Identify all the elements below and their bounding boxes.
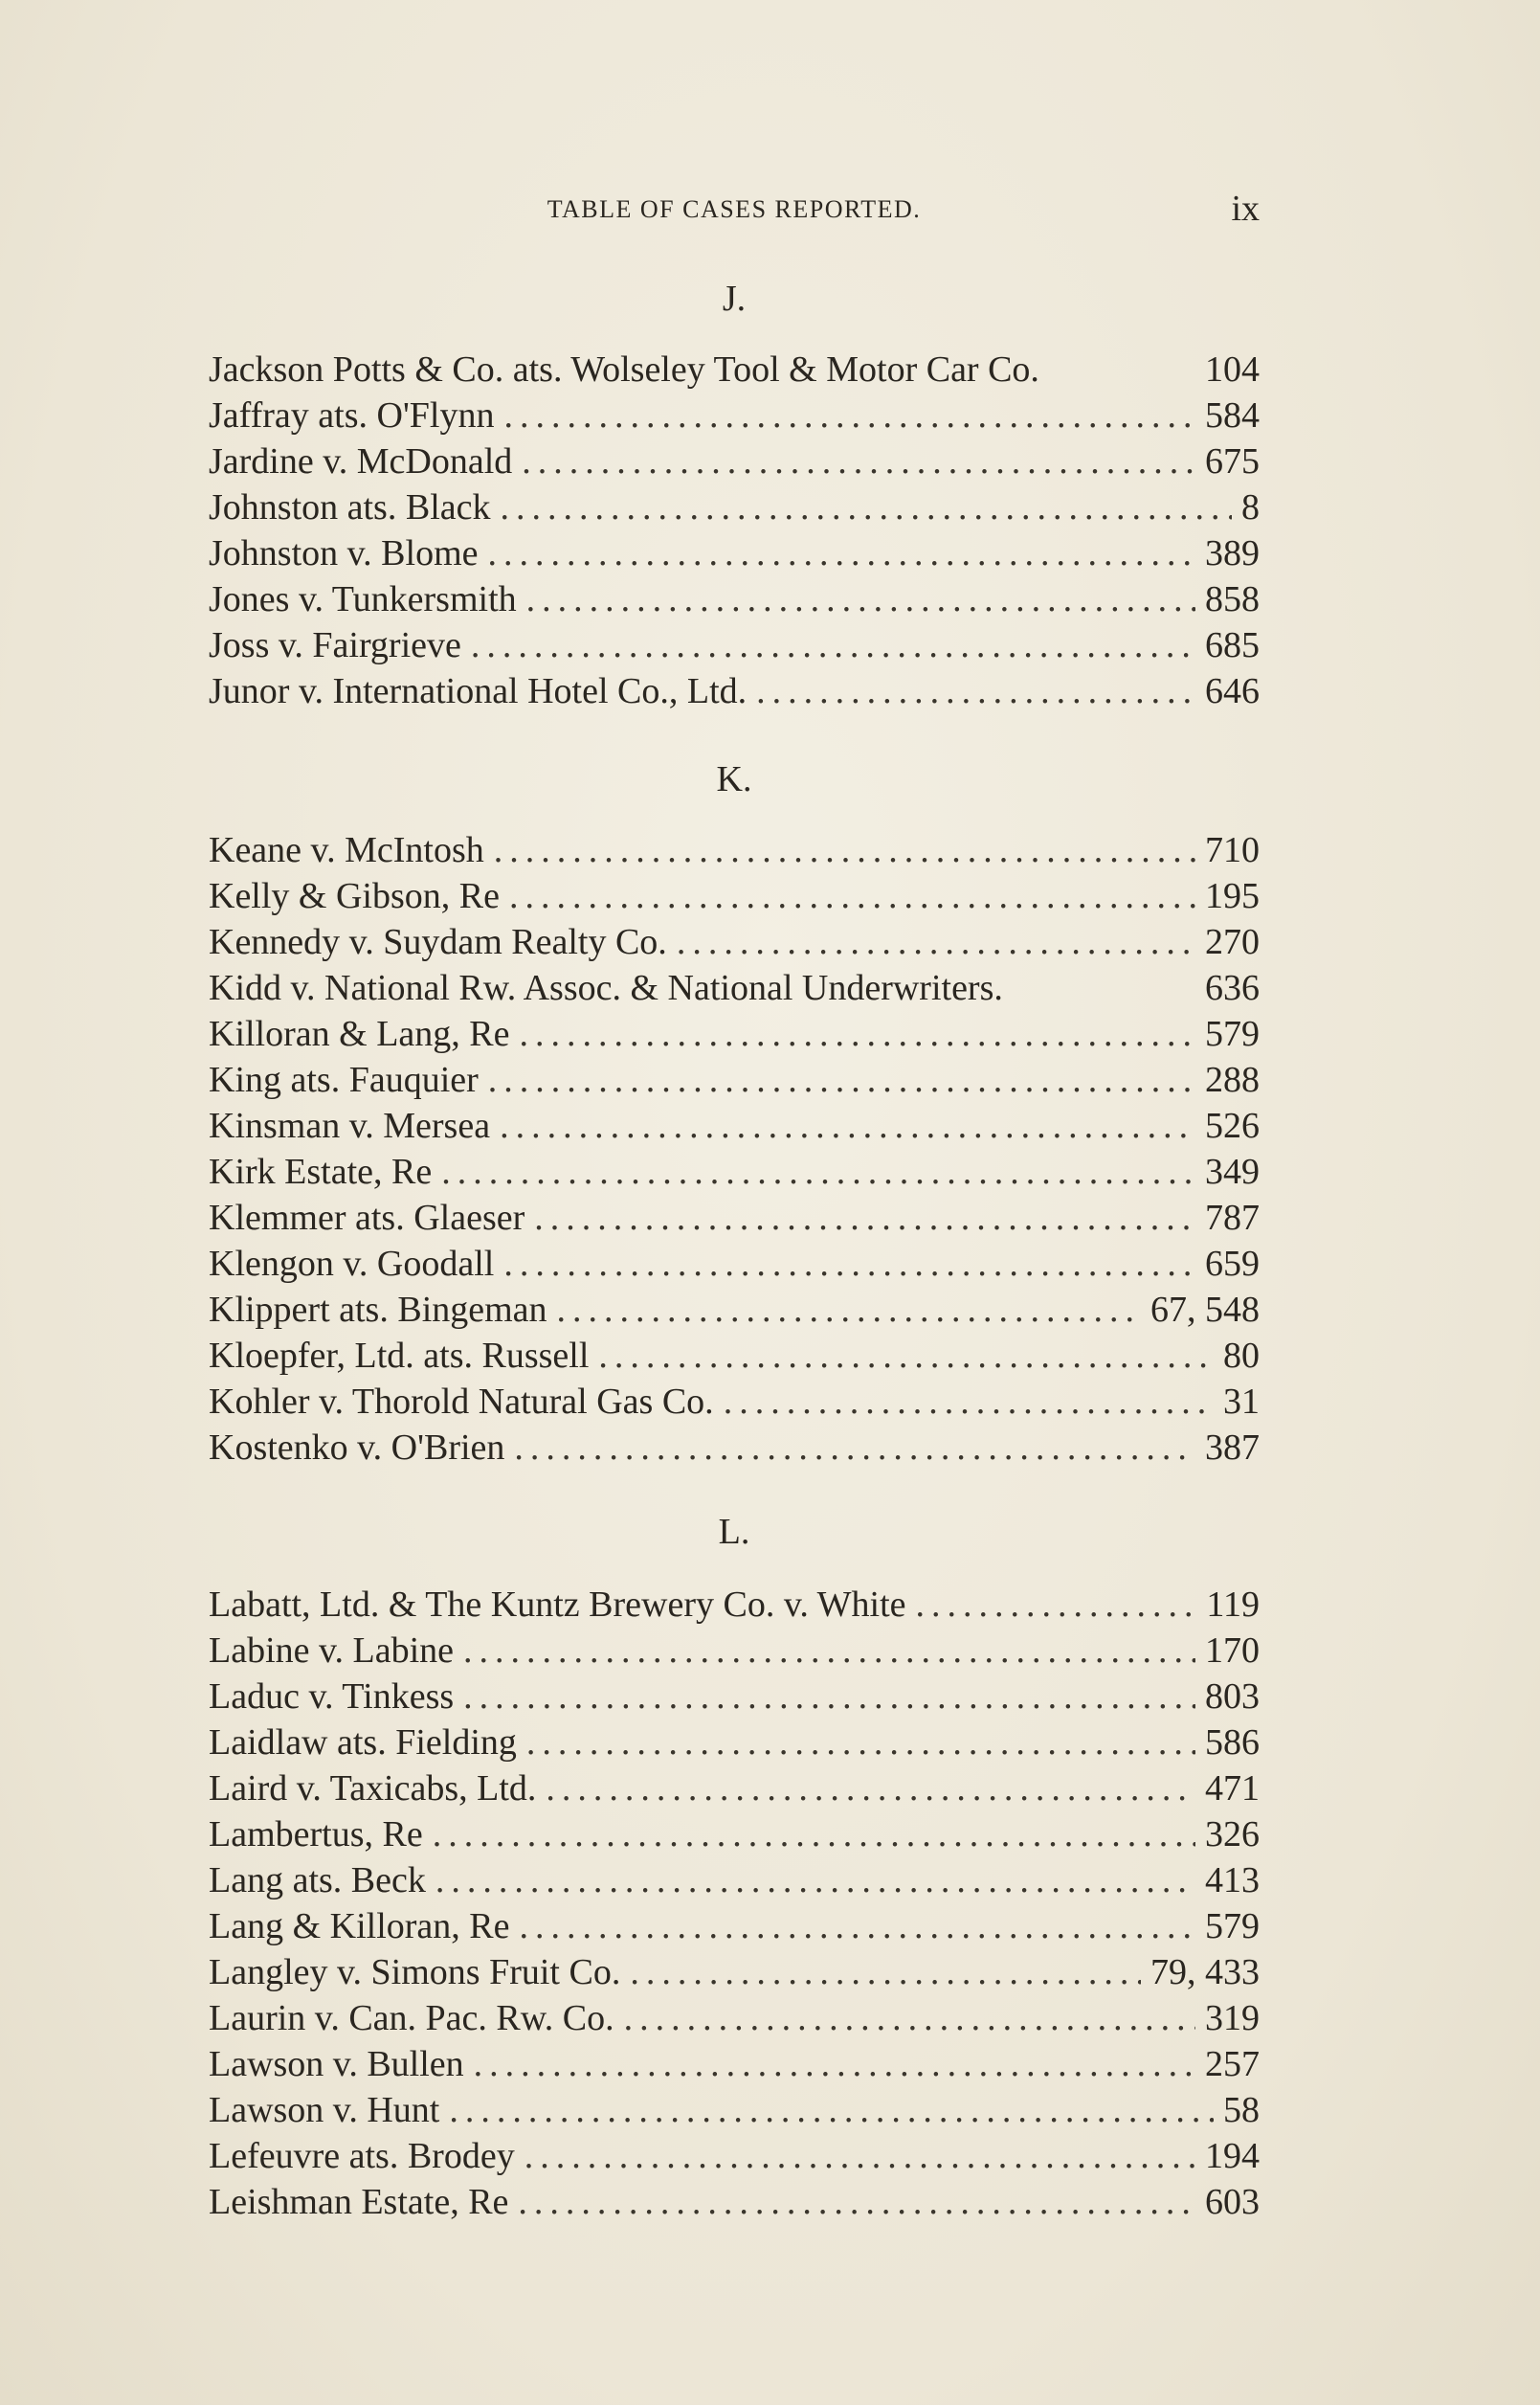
table-row <box>209 438 1260 484</box>
case-name: Kohler v. Thorold Natural Gas Co. <box>209 1382 714 1422</box>
case-name: Kirk Estate, Re <box>209 1152 433 1192</box>
case-page-number: 389 <box>1205 533 1260 573</box>
table-row <box>209 1674 1260 1719</box>
case-name: Junor v. International Hotel Co., Ltd. <box>209 671 748 711</box>
dot-leader <box>756 668 1195 714</box>
dot-leader <box>474 2041 1195 2087</box>
table-row <box>209 965 1260 1011</box>
page-number: ix <box>1231 189 1260 229</box>
case-page-number: 195 <box>1205 876 1260 916</box>
section-j-entries <box>209 347 1260 714</box>
case-page-number: 603 <box>1205 2182 1260 2222</box>
case-name: Laidlaw ats. Fielding <box>209 1722 517 1763</box>
case-name: Klippert ats. Bingeman <box>209 1290 547 1330</box>
dot-leader <box>463 1674 1195 1719</box>
table-row <box>209 1195 1260 1241</box>
case-page-number: 659 <box>1205 1244 1260 1284</box>
table-row <box>209 2179 1260 2225</box>
table-row <box>209 2041 1260 2087</box>
table-row <box>209 393 1260 438</box>
table-row <box>209 1241 1260 1287</box>
case-page-number: 413 <box>1205 1860 1260 1900</box>
dot-leader <box>488 1057 1195 1103</box>
case-page-number: 319 <box>1205 1998 1260 2038</box>
case-page-number: 288 <box>1205 1060 1260 1100</box>
case-name: Labatt, Ltd. & The Kuntz Brewery Co. v. White <box>209 1585 906 1625</box>
case-page-number: 584 <box>1205 395 1260 436</box>
case-page-number: 710 <box>1205 830 1260 870</box>
table-row <box>209 1719 1260 1765</box>
case-page-number: 349 <box>1205 1152 1260 1192</box>
case-name: Klengon v. Goodall <box>209 1244 495 1284</box>
dot-leader <box>518 2179 1195 2225</box>
dot-leader <box>488 530 1196 576</box>
case-name: Keane v. McIntosh <box>209 830 484 870</box>
table-row <box>209 347 1260 393</box>
section-l-entries <box>209 1582 1260 2225</box>
table-row <box>209 919 1260 965</box>
dot-leader <box>471 622 1195 668</box>
case-name: Johnston v. Blome <box>209 533 479 573</box>
dot-leader <box>598 1333 1214 1379</box>
table-row <box>209 1011 1260 1057</box>
case-name: Lang & Killoran, Re <box>209 1906 510 1946</box>
table-row <box>209 1582 1260 1628</box>
case-page-number: 170 <box>1205 1630 1260 1671</box>
case-name: Killoran & Lang, Re <box>209 1014 510 1054</box>
case-page-number: 31 <box>1223 1382 1260 1422</box>
table-row <box>209 1628 1260 1674</box>
case-name: Jones v. Tunkersmith <box>209 579 517 619</box>
section-letter-j: J. <box>722 279 747 319</box>
case-name: Kelly & Gibson, Re <box>209 876 500 916</box>
dot-leader <box>546 1765 1195 1811</box>
dot-leader <box>494 827 1195 873</box>
case-name: Labine v. Labine <box>209 1630 455 1671</box>
table-row <box>209 873 1260 919</box>
table-row <box>209 1425 1260 1471</box>
table-row <box>209 668 1260 714</box>
case-page-number: 326 <box>1205 1814 1260 1854</box>
table-row <box>209 1103 1260 1149</box>
dot-leader <box>441 1149 1195 1195</box>
case-page-number: 58 <box>1223 2090 1260 2130</box>
case-page-number: 636 <box>1205 968 1260 1008</box>
case-page-number: 646 <box>1205 671 1260 711</box>
dot-leader <box>524 2133 1195 2179</box>
case-page-number: 257 <box>1205 2044 1260 2084</box>
case-page-number: 579 <box>1205 1014 1260 1054</box>
dot-leader <box>557 1287 1141 1333</box>
section-letter-k: K. <box>716 759 752 799</box>
table-row <box>209 1765 1260 1811</box>
case-name: Laduc v. Tinkess <box>209 1676 455 1717</box>
case-page-number: 685 <box>1205 625 1260 665</box>
table-row <box>209 484 1260 530</box>
dot-leader <box>724 1379 1214 1425</box>
case-name: Joss v. Fairgrieve <box>209 625 461 665</box>
case-name: Lefeuvre ats. Brodey <box>209 2136 515 2176</box>
dot-leader <box>677 919 1195 965</box>
dot-leader <box>624 1995 1195 2041</box>
dot-leader <box>500 1103 1195 1149</box>
case-name: King ats. Fauquier <box>209 1060 479 1100</box>
case-page-number: 586 <box>1205 1722 1260 1763</box>
dot-leader <box>435 1857 1195 1903</box>
dot-leader <box>449 2087 1214 2133</box>
case-page-number: 194 <box>1205 2136 1260 2176</box>
table-row <box>209 1379 1260 1425</box>
dot-leader <box>433 1811 1195 1857</box>
case-page-number: 119 <box>1206 1585 1260 1625</box>
table-row <box>209 827 1260 873</box>
case-name: Laird v. Taxicabs, Ltd. <box>209 1768 537 1809</box>
dot-leader <box>526 1719 1195 1765</box>
case-name: Kidd v. National Rw. Assoc. & National Underwriters. <box>209 968 1003 1008</box>
dot-leader <box>514 1425 1195 1471</box>
case-name: Leishman Estate, Re <box>209 2182 509 2222</box>
dot-leader <box>500 484 1232 530</box>
dot-leader <box>519 1903 1195 1949</box>
section-letter-l: L. <box>718 1512 750 1552</box>
case-name: Klemmer ats. Glaeser <box>209 1198 525 1238</box>
case-name: Kinsman v. Mersea <box>209 1106 491 1146</box>
case-name: Johnston ats. Black <box>209 487 491 528</box>
table-row <box>209 1333 1260 1379</box>
case-page-number: 387 <box>1205 1427 1260 1468</box>
case-page-number: 8 <box>1241 487 1260 528</box>
table-row <box>209 576 1260 622</box>
dot-leader <box>916 1582 1197 1628</box>
table-row <box>209 1857 1260 1903</box>
case-page-number: 858 <box>1205 579 1260 619</box>
case-name: Lambertus, Re <box>209 1814 423 1854</box>
table-row <box>209 1287 1260 1333</box>
case-page-number: 67, 548 <box>1150 1290 1260 1330</box>
case-page-number: 787 <box>1205 1198 1260 1238</box>
case-page-number: 579 <box>1205 1906 1260 1946</box>
case-page-number: 80 <box>1223 1336 1260 1376</box>
case-name: Jaffray ats. O'Flynn <box>209 395 495 436</box>
dot-leader <box>503 1241 1195 1287</box>
header-title: TABLE OF CASES REPORTED. <box>547 195 922 223</box>
dot-leader <box>526 576 1195 622</box>
case-page-number: 79, 433 <box>1150 1952 1260 1992</box>
case-page-number: 104 <box>1205 349 1260 390</box>
dot-leader <box>519 1011 1195 1057</box>
table-row <box>209 622 1260 668</box>
case-name: Kloepfer, Ltd. ats. Russell <box>209 1336 590 1376</box>
dot-leader <box>630 1949 1141 1995</box>
case-name: Jardine v. McDonald <box>209 441 513 482</box>
case-name: Jackson Potts & Co. ats. Wolseley Tool & Motor Car Co. <box>209 349 1039 390</box>
dot-leader <box>522 438 1195 484</box>
dot-leader <box>504 393 1196 438</box>
table-row <box>209 1149 1260 1195</box>
case-page-number: 526 <box>1205 1106 1260 1146</box>
case-page-number: 270 <box>1205 922 1260 962</box>
dot-leader <box>534 1195 1195 1241</box>
table-row <box>209 2087 1260 2133</box>
table-row <box>209 1811 1260 1857</box>
table-row <box>209 1903 1260 1949</box>
table-row <box>209 2133 1260 2179</box>
case-name: Lawson v. Bullen <box>209 2044 464 2084</box>
case-name: Laurin v. Can. Pac. Rw. Co. <box>209 1998 614 2038</box>
dot-leader <box>509 873 1195 919</box>
table-row <box>209 1057 1260 1103</box>
table-row <box>209 530 1260 576</box>
table-row <box>209 1995 1260 2041</box>
case-name: Kennedy v. Suydam Realty Co. <box>209 922 667 962</box>
case-name: Lawson v. Hunt <box>209 2090 440 2130</box>
section-k-entries <box>209 827 1260 1471</box>
case-name: Langley v. Simons Fruit Co. <box>209 1952 621 1992</box>
case-name: Lang ats. Beck <box>209 1860 426 1900</box>
table-row <box>209 1949 1260 1995</box>
case-page-number: 675 <box>1205 441 1260 482</box>
case-page-number: 471 <box>1205 1768 1260 1809</box>
case-page-number: 803 <box>1205 1676 1260 1717</box>
dot-leader <box>463 1628 1195 1674</box>
case-name: Kostenko v. O'Brien <box>209 1427 505 1468</box>
running-header <box>209 188 1260 236</box>
